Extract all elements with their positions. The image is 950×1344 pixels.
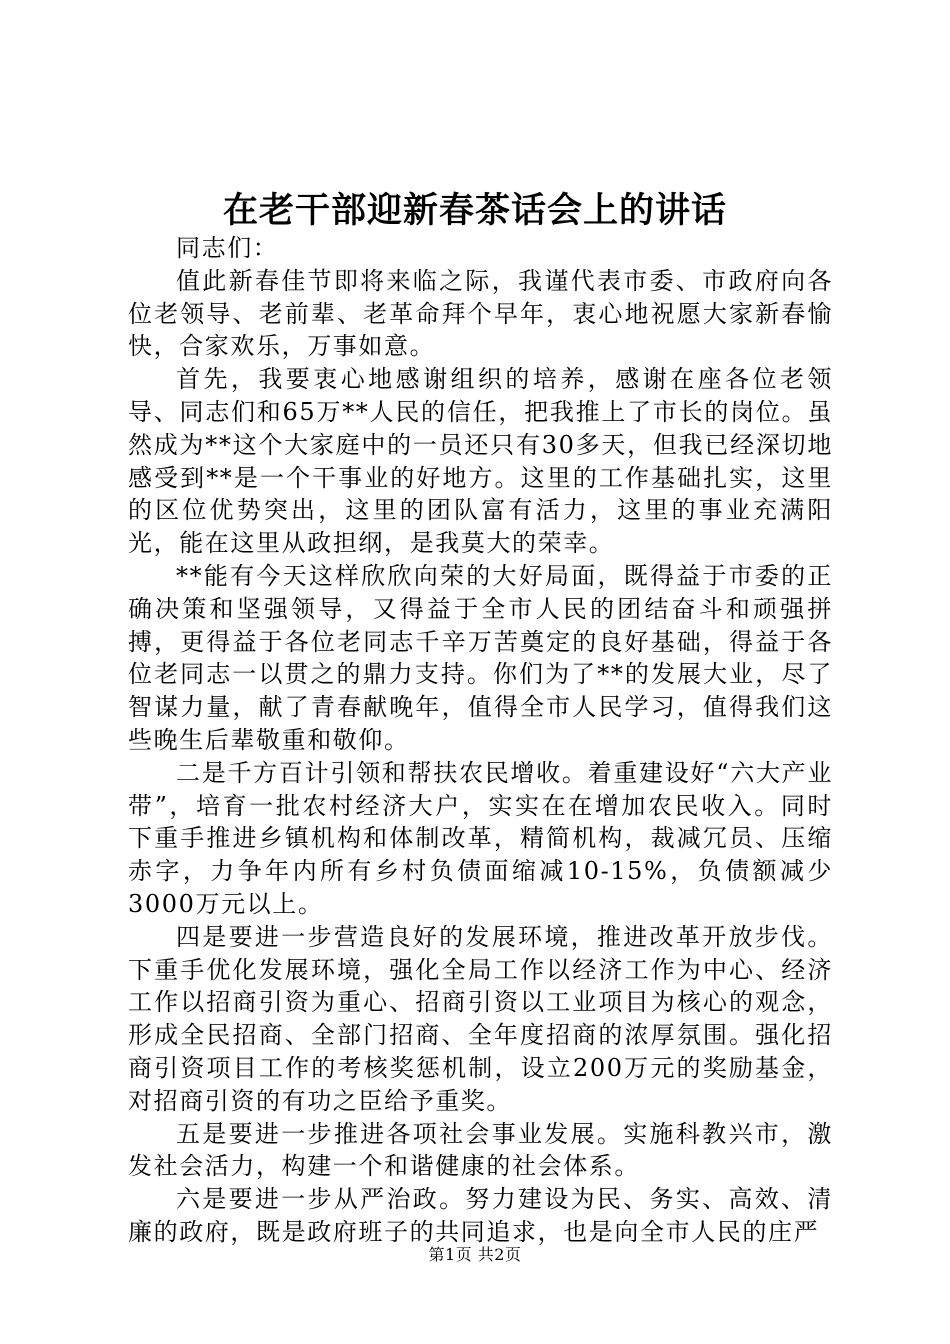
salutation: 同志们： bbox=[176, 234, 279, 262]
paragraph-5: 四是要进一步营造良好的发展环境，推进改革开放步伐。下重手优化发展环境，强化全局工作以经济工作为中心、经济工作以招商引资为重心、招商引资以工业项目为核心的观念，形成全民招商、全部门招商、全年度招商的浓厚氛围。强化招商引资项目工作的考核奖惩机制，设立200万元的奖励基金，对招商引资的有功之臣给予重奖。 bbox=[128, 922, 833, 1115]
paragraph-1: 值此新春佳节即将来临之际，我谨代表市委、市政府向各位老领导、老前辈、老革命拜个早年，衷心地祝愿大家新春愉快，合家欢乐，万事如意。 bbox=[128, 266, 833, 361]
paragraph-3: **能有今天这样欣欣向荣的大好局面，既得益于市委的正确决策和坚强领导，又得益于全市人民的团结奋斗和顽强拼搏，更得益于各位老同志千辛万苦奠定的良好基础，得益于各位老同志一以贯之的鼎力支持。你们为了**的发展大业，尽了智谋力量，献了青春献晚年，值得全市人民学习，值得我们这些晚生后辈敬重和敬仰。 bbox=[128, 561, 833, 754]
document-body bbox=[128, 232, 833, 1249]
paragraph-4: 二是千方百计引领和帮扶农民增收。着重建设好“六大产业带”，培育一批农村经济大户，实实在在增加农民收入。同时下重手推进乡镇机构和体制改革，精简机构，裁减冗员、压缩赤字，力争年内所有乡村负债面缩减10-15%，负债额减少3000万元以上。 bbox=[128, 758, 833, 918]
paragraph-6: 五是要进一步推进各项社会事业发展。实施科教兴市，激发社会活力，构建一个和谐健康的社会体系。 bbox=[128, 1119, 833, 1181]
paragraph-7: 六是要进一步从严治政。努力建设为民、务实、高效、清廉的政府，既是政府班子的共同追求，也是向全市人民的庄严 bbox=[128, 1185, 833, 1246]
document-title: 在老干部迎新春茶话会上的讲话 bbox=[222, 190, 727, 231]
page-number-footer: 第1页 共2页 bbox=[428, 1245, 522, 1264]
paragraph-2: 首先，我要衷心地感谢组织的培养，感谢在座各位老领导、同志们和65万**人民的信任，把我推上了市长的岗位。虽然成为**这个大家庭中的一员还只有30多天，但我已经深切地感受到**是一个干事业的好地方。这里的工作基础扎实，这里的区位优势突出，这里的团队富有活力，这里的事业充满阳光，能在这里从政担纲，是我莫大的荣幸。 bbox=[128, 365, 833, 558]
